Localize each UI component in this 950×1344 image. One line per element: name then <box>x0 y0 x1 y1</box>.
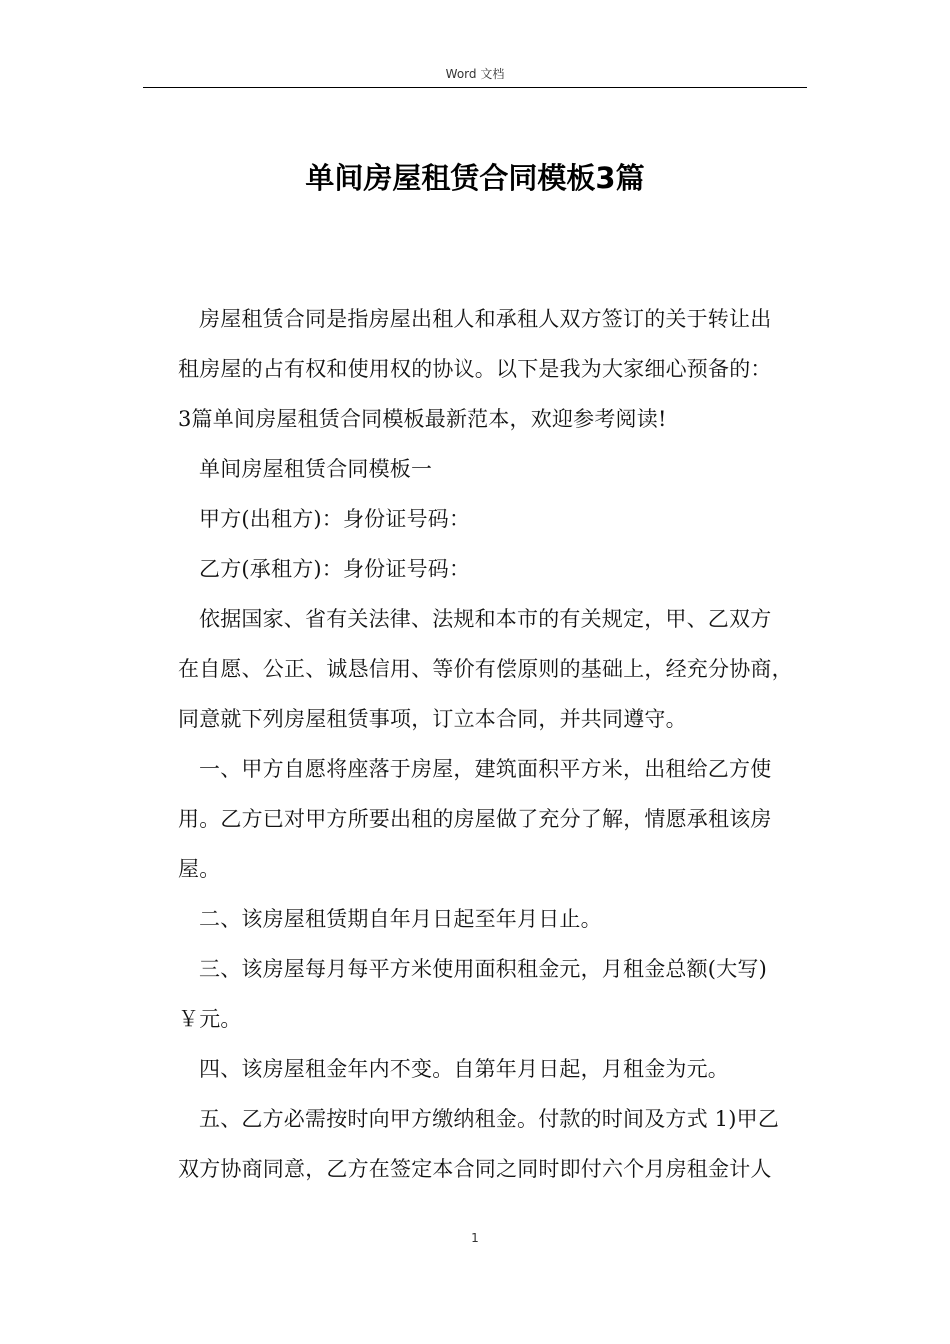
document-title: 单间房屋租赁合同模板3篇 <box>305 161 645 195</box>
section-heading: 单间房屋租赁合同模板一 <box>199 457 433 481</box>
body-line: 用。乙方已对甲方所要出租的房屋做了充分了解，情愿承租该房 <box>178 807 772 831</box>
body-line: 双方协商同意，乙方在签定本合同之同时即付六个月房租金计人 <box>178 1157 772 1181</box>
clause-3: 三、该房屋每月每平方米使用面积租金元，月租金总额(大写) <box>199 957 767 981</box>
body-line: 依据国家、省有关法律、法规和本市的有关规定，甲、乙双方 <box>199 607 772 631</box>
party-b-line: 乙方(承租方)：身份证号码： <box>199 557 471 581</box>
body-line: 房屋租赁合同是指房屋出租人和承租人双方签订的关于转让出 <box>199 307 772 331</box>
body-line: 租房屋的占有权和使用权的协议。以下是我为大家细心预备的： <box>178 357 772 381</box>
clause-2: 二、该房屋租赁期自年月日起至年月日止。 <box>199 907 602 931</box>
body-line: 3篇单间房屋租赁合同模板最新范本，欢迎参考阅读! <box>178 407 667 431</box>
clause-5: 五、乙方必需按时向甲方缴纳租金。付款的时间及方式 1)甲乙 <box>199 1107 780 1131</box>
party-a-line: 甲方(出租方)：身份证号码： <box>199 507 471 531</box>
clause-4: 四、该房屋租金年内不变。自第年月日起，月租金为元。 <box>199 1057 729 1081</box>
page-number: 1 <box>471 1231 479 1245</box>
clause-1: 一、甲方自愿将座落于房屋，建筑面积平方米，出租给乙方使 <box>199 757 772 781</box>
document-body <box>178 294 818 1194</box>
page-header: Word 文档 <box>445 67 505 81</box>
body-line: 在自愿、公正、诚恳信用、等价有偿原则的基础上，经充分协商， <box>178 657 793 681</box>
body-line: ￥元。 <box>178 1007 242 1031</box>
body-line: 屋。 <box>178 857 221 881</box>
header-divider <box>143 87 807 88</box>
body-line: 同意就下列房屋租赁事项，订立本合同，并共同遵守。 <box>178 707 687 731</box>
